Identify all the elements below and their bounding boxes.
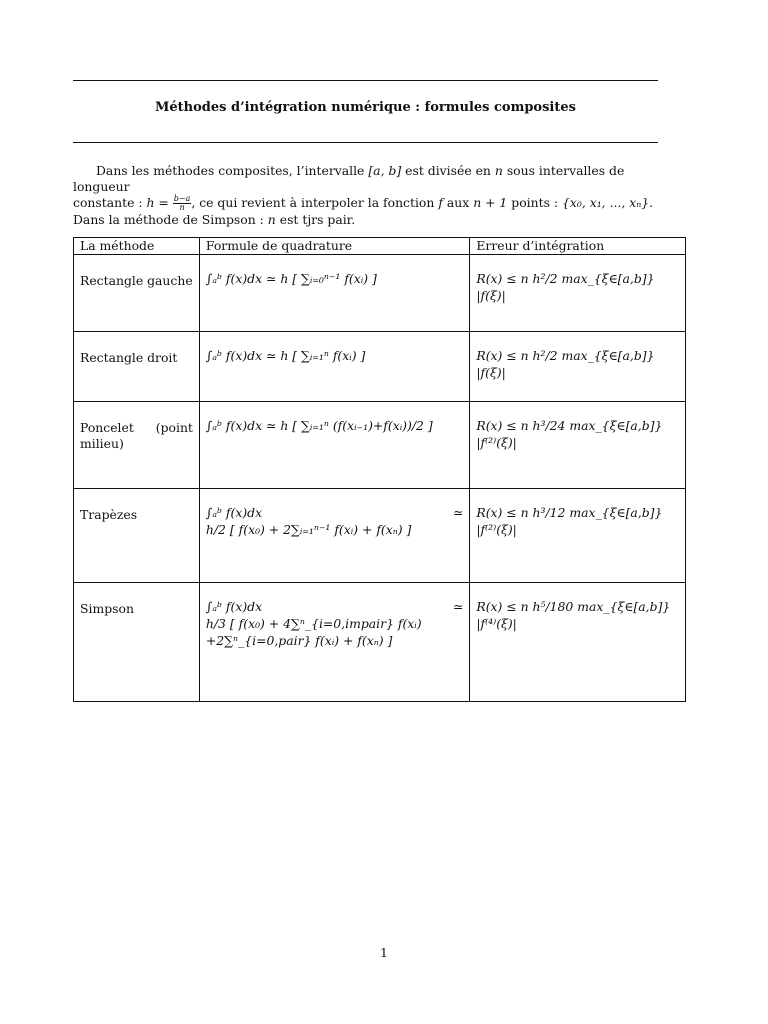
intro-text: est divisée en <box>405 163 491 178</box>
formula-line <box>206 504 463 521</box>
interval-math: [a, b] <box>368 163 402 178</box>
intro-text: est tjrs pair. <box>279 212 356 227</box>
error-cell: R(x) ≤ n h³/24 max_{ξ∈[a,b]} |f⁽²⁾(ξ)| <box>470 402 686 489</box>
formula-cell: ∫ₐᵇ f(x)dx ≃ h [ ∑ᵢ₌₁ⁿ (f(xᵢ₋₁)+f(xᵢ))/2 ] <box>199 402 469 489</box>
method-cell: Trapèzes <box>74 489 200 583</box>
intro-line-2 <box>73 195 658 212</box>
step-fraction <box>173 195 192 212</box>
table-row <box>74 583 686 702</box>
error-cell: R(x) ≤ n h³/12 max_{ξ∈[a,b]} |f⁽²⁾(ξ)| <box>470 489 686 583</box>
method-cell: Rectangle gauche <box>74 255 200 332</box>
method-text: milieu) <box>80 436 124 451</box>
formula-cell <box>199 583 469 702</box>
formula-text: ∫ₐᵇ f(x)dx <box>205 599 263 614</box>
intro-text: , ce qui revient à interpoler la fonction <box>191 195 435 210</box>
title-bottom-rule <box>73 142 658 143</box>
intro-text: Dans les méthodes composites, l’intervalle <box>96 163 365 178</box>
table-row <box>74 402 686 489</box>
column-header-method: La méthode <box>74 238 200 255</box>
formula-text: h/3 [ f(x₀) + 4∑ⁿ_{i=0,impair} f(xᵢ) <box>205 616 422 631</box>
top-rule <box>73 80 658 81</box>
method-cell: Simpson <box>74 583 200 702</box>
intro-text: sous intervalles de longueur <box>73 163 625 194</box>
intro-line-3 <box>73 212 658 228</box>
table-row <box>74 489 686 583</box>
formula-text: +2∑ⁿ_{i=0,pair} f(xᵢ) + f(xₙ) ] <box>205 633 393 648</box>
table-row <box>74 332 686 402</box>
page-number: 1 <box>380 945 388 960</box>
approx-symbol: ≃ <box>452 505 464 520</box>
h-definition: h = <box>146 195 169 210</box>
method-text: (point <box>155 420 193 435</box>
table-row <box>74 255 686 332</box>
intro-text: Dans la méthode de Simpson : <box>73 212 264 227</box>
fraction-denominator: n <box>179 203 185 212</box>
f-math: f <box>438 195 443 210</box>
formula-cell <box>199 489 469 583</box>
n-math: n <box>494 163 503 178</box>
intro-line-1 <box>73 163 658 195</box>
intro-text: constante : <box>73 195 143 210</box>
n-plus-one-math: n + 1 <box>473 195 508 210</box>
table-header-row <box>74 238 686 255</box>
formula-text: ∫ₐᵇ f(x)dx <box>205 505 263 520</box>
intro-text: points : <box>511 195 559 210</box>
formula-line <box>206 598 463 615</box>
intro-paragraph <box>73 163 658 228</box>
error-cell: R(x) ≤ n h²/2 max_{ξ∈[a,b]} |f(ξ)| <box>470 332 686 402</box>
method-text: Poncelet <box>80 420 134 435</box>
formula-cell: ∫ₐᵇ f(x)dx ≃ h [ ∑ᵢ₌₀ⁿ⁻¹ f(xᵢ) ] <box>199 255 469 332</box>
error-cell: R(x) ≤ n h²/2 max_{ξ∈[a,b]} |f(ξ)| <box>470 255 686 332</box>
n-math: n <box>267 212 276 227</box>
method-line <box>80 420 193 436</box>
column-header-formula: Formule de quadrature <box>199 238 469 255</box>
formula-text: h/2 [ f(x₀) + 2∑ᵢ₌₁ⁿ⁻¹ f(xᵢ) + f(xₙ) ] <box>205 522 412 537</box>
error-cell: R(x) ≤ n h⁵/180 max_{ξ∈[a,b]} |f⁽⁴⁾(ξ)| <box>470 583 686 702</box>
intro-text: aux <box>446 195 470 210</box>
fraction-numerator: b−a <box>173 194 191 203</box>
page-title: Méthodes d’intégration numérique : formules composites <box>155 100 576 115</box>
column-header-error: Erreur d’intégration <box>470 238 686 255</box>
method-cell <box>74 402 200 489</box>
approx-symbol: ≃ <box>452 599 464 614</box>
formula-cell: ∫ₐᵇ f(x)dx ≃ h [ ∑ᵢ₌₁ⁿ f(xᵢ) ] <box>199 332 469 402</box>
method-cell: Rectangle droit <box>74 332 200 402</box>
methods-table <box>73 237 686 702</box>
points-set-math: {x₀, x₁, ..., xₙ}. <box>562 195 654 210</box>
